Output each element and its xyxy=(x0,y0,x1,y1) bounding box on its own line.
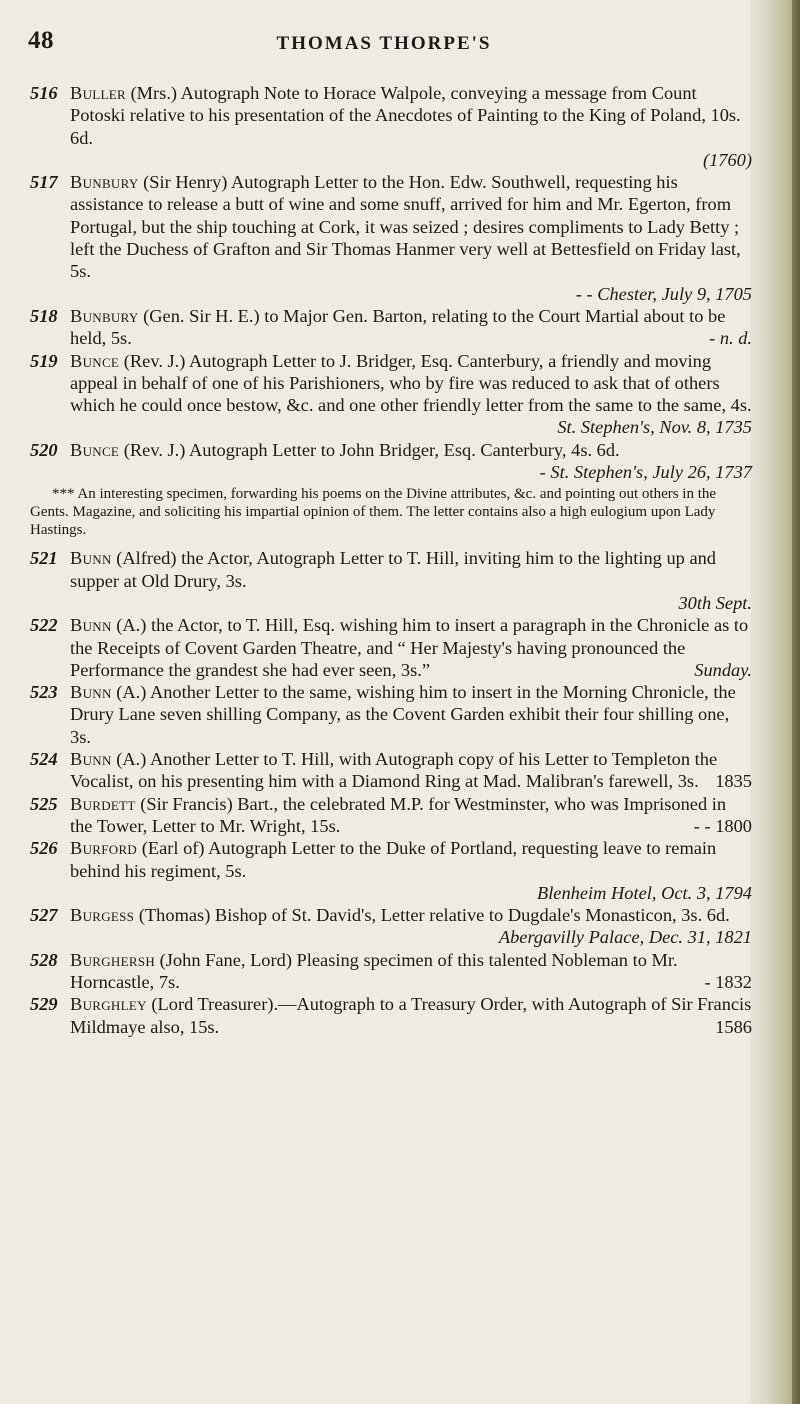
entry-name: Bunbury xyxy=(70,305,139,326)
entry-date: Abergavilly Palace, Dec. 31, 1821 xyxy=(498,927,752,948)
entry-date: 30th Sept. xyxy=(678,592,752,613)
catalogue-entry xyxy=(30,748,752,793)
entry-date: - - Chester, July 9, 1705 xyxy=(575,283,752,304)
catalogue-entry xyxy=(30,793,752,838)
entry-date: 1586 xyxy=(715,1016,752,1037)
catalogue-entry xyxy=(30,614,752,681)
running-head: THOMAS THORPE'S xyxy=(276,33,492,54)
entry-date: - St. Stephen's, July 26, 1737 xyxy=(539,462,752,483)
lot-number: 528 xyxy=(30,949,58,970)
catalogue-entry xyxy=(30,350,752,439)
entry-name: Bunce xyxy=(70,439,120,460)
entry-name: Burghersh xyxy=(70,949,156,970)
entry-date: 1835 xyxy=(715,771,752,792)
lot-number: 523 xyxy=(30,682,58,703)
entry-date: (1760) xyxy=(702,149,752,170)
lot-number: 527 xyxy=(30,905,58,926)
entry-date: Sunday. xyxy=(694,659,752,680)
lot-number: 519 xyxy=(30,350,58,371)
entry-text: (Rev. J.) Autograph Letter to John Bridger, Esq. Canterbury, 4s. 6d. xyxy=(123,439,620,460)
catalogue-entry xyxy=(30,305,752,350)
entry-date: St. Stephen's, Nov. 8, 1735 xyxy=(557,417,752,438)
catalogue-entry xyxy=(30,993,752,1038)
entry-text: (John Fane, Lord) Pleasing specimen of this talented Nobleman to Mr. Horncastle, 7s. xyxy=(70,949,678,992)
entry-text: (A.) Another Letter to T. Hill, with Autograph copy of his Letter to Templeton the Vocalist, on his presenting him with a Diamond Ring at Mad. Malibran's farewell, 3s. xyxy=(70,749,718,792)
catalogue-entry xyxy=(30,171,752,305)
page-number: 48 xyxy=(28,27,54,54)
entry-text: (Sir Henry) Autograph Letter to the Hon. Edw. Southwell, requesting his assistance to release a butt of wine and some snuff, arrived for him and Mr. Egerton, from Portugal, but the ship touching at Cork, it was seized ; desires compliments to Lady Betty ; left the Duchess of Grafton and Sir Thomas Hanmer very well at Bettesfield on Friday last, 5s. xyxy=(70,172,741,282)
entry-name: Burgess xyxy=(70,905,135,926)
entry-text: (Lord Treasurer).—Autograph to a Treasury Order, with Autograph of Sir Francis Mildmaye also, 15s. xyxy=(70,994,752,1037)
entry-date: - 1832 xyxy=(704,971,752,992)
entry-text: (A.) the Actor, to T. Hill, Esq. wishing him to insert a paragraph in the Chronicle as to the Receipts of Covent Garden Theatre, and “ Her Majesty's having pronounced the Performance the grandest she had ever seen, 3s.” xyxy=(70,615,749,680)
entry-date: Blenheim Hotel, Oct. 3, 1794 xyxy=(536,882,752,903)
entry-name: Bunn xyxy=(70,548,112,569)
entry-text: (Gen. Sir H. E.) to Major Gen. Barton, relating to the Court Martial about to be held, 5s. xyxy=(70,305,726,349)
lot-number: 526 xyxy=(30,838,58,859)
lot-number: 522 xyxy=(30,615,58,636)
entry-note: *** An interesting specimen, forwarding his poems on the Divine attributes, &c. and pointing out others in the Gents. Magazine, and soliciting his impartial opinion of them. The letter contains also a high eulogium upon Lady Hastings. xyxy=(30,486,717,539)
page-edge xyxy=(792,0,800,1404)
entry-text: (A.) Another Letter to the same, wishing him to insert in the Morning Chronicle, the Drury Lane seven shilling Company, as the Covent Garden exhibit their four shilling one, 3s. xyxy=(70,682,736,747)
lot-number: 524 xyxy=(30,749,58,770)
catalogue-entry xyxy=(30,82,752,171)
entry-name: Bunn xyxy=(70,749,112,770)
entry-text: (Earl of) Autograph Letter to the Duke of Portland, requesting leave to remain behind his regiment, 5s. xyxy=(70,838,717,881)
page-header xyxy=(28,27,740,61)
catalogue-entry xyxy=(30,681,752,748)
catalogue-entry xyxy=(30,949,752,994)
catalogue-entry xyxy=(30,439,752,484)
entry-text: (Rev. J.) Autograph Letter to J. Bridger, Esq. Canterbury, a friendly and moving appeal in behalf of one of his Parishioners, who by fire was reduced to ask that of others which he could once bestow, &c. and one other friendly letter from the same to the same, 4s. xyxy=(70,350,752,416)
lot-number: 529 xyxy=(30,994,58,1015)
catalogue-entry xyxy=(30,547,752,614)
lot-number: 517 xyxy=(30,172,58,193)
lot-number: 520 xyxy=(30,439,58,460)
lot-number: 516 xyxy=(30,83,58,103)
entry-name: Burghley xyxy=(70,994,147,1015)
lot-number: 525 xyxy=(30,793,58,814)
lot-number: 518 xyxy=(30,305,58,326)
entry-date: - n. d. xyxy=(709,328,752,349)
entry-text: (Alfred) the Actor, Autograph Letter to T. Hill, inviting him to the lighting up and supper at Old Drury, 3s. xyxy=(70,548,716,591)
catalogue-entries xyxy=(30,82,752,1038)
lot-number: 521 xyxy=(30,548,58,569)
entry-name: Burford xyxy=(70,838,138,859)
catalogue-entry xyxy=(30,904,752,949)
entry-text: (Mrs.) Autograph Note to Horace Walpole, conveying a message from Count Potoski relative to his presentation of the Anecdotes of Painting to the King of Poland, 10s. 6d. xyxy=(70,83,741,148)
entry-text: (Thomas) Bishop of St. David's, Letter relative to Dugdale's Monasticon, 3s. 6d. xyxy=(138,905,730,926)
entry-name: Buller xyxy=(70,83,126,103)
entry-name: Burdett xyxy=(70,793,136,814)
entry-text: (Sir Francis) Bart., the celebrated M.P. for Westminster, who was Imprisoned in the Tower, Letter to Mr. Wright, 15s. xyxy=(70,793,727,836)
entry-name: Bunbury xyxy=(70,172,139,193)
catalogue-entry xyxy=(30,837,752,904)
entry-name: Bunn xyxy=(70,615,112,636)
entry-name: Bunce xyxy=(70,350,120,371)
entry-name: Bunn xyxy=(70,682,112,703)
entry-date: - - 1800 xyxy=(693,815,752,836)
